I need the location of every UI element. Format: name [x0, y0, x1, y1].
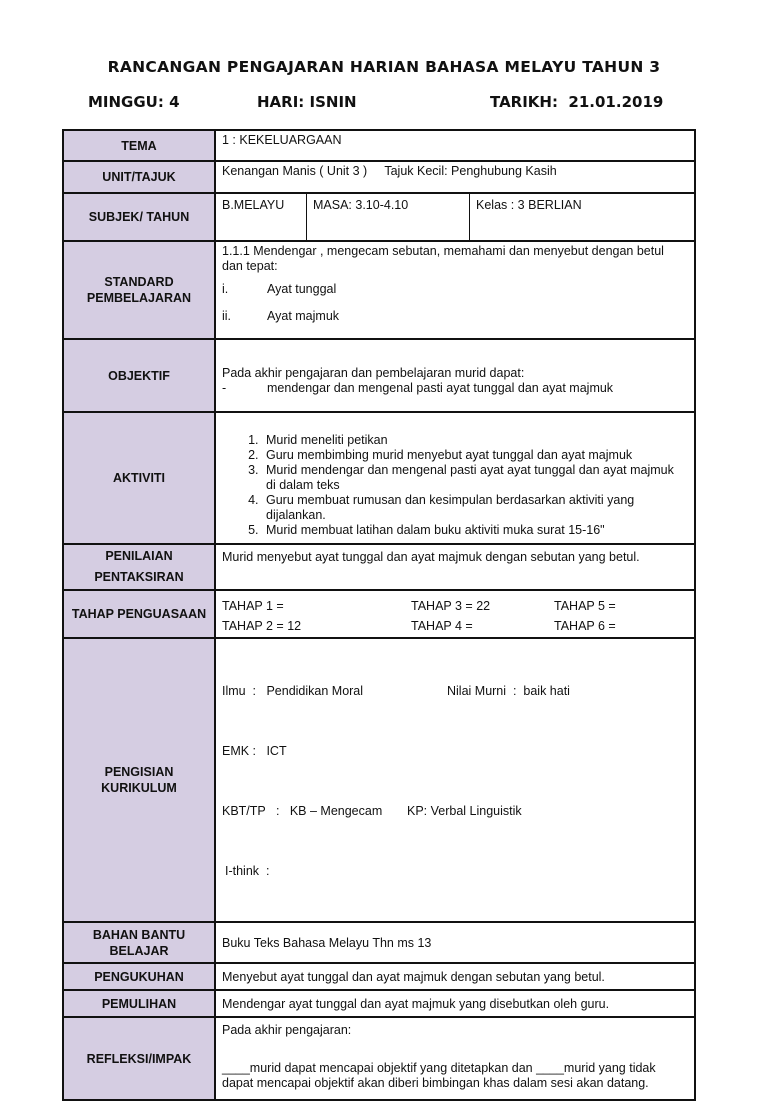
- tahap-4: TAHAP 4 =: [411, 619, 473, 633]
- label-refleksi: REFLEKSI/IMPAK: [63, 1017, 215, 1100]
- hari-field: HARI: ISNIN: [257, 93, 357, 111]
- nilai-murni: Nilai Murni : baik hati: [447, 684, 570, 698]
- standard-item: ii. Ayat majmuk: [222, 309, 340, 323]
- list-item: 4. Guru membuat rumusan dan kesimpulan berdasarkan aktiviti yang dijalankan.: [262, 493, 684, 523]
- tahap-5: TAHAP 5 =: [554, 599, 616, 613]
- label-standard: STANDARD PEMBELAJARAN: [63, 241, 215, 339]
- label-subjek: SUBJEK/ TAHUN: [63, 193, 215, 241]
- value-pengukuhan: Menyebut ayat tunggal dan ayat majmuk dengan sebutan yang betul.: [222, 970, 605, 984]
- value-penilaian: Murid menyebut ayat tunggal dan ayat majmuk dengan sebutan yang betul.: [222, 550, 640, 564]
- list-item: 5. Murid membuat latihan dalam buku aktiviti muka surat 15-16": [262, 523, 684, 538]
- value-subject: B.MELAYU: [222, 198, 285, 212]
- refleksi-line: Pada akhir pengajaran:: [222, 1023, 352, 1037]
- tahap-1: TAHAP 1 =: [222, 599, 284, 613]
- row-pengukuhan: [63, 963, 695, 990]
- row-refleksi: [63, 1017, 695, 1100]
- list-item: 1. Murid meneliti petikan: [262, 433, 684, 448]
- row-pengisian: [63, 638, 695, 922]
- kp: KP: Verbal Linguistik: [407, 804, 522, 818]
- label-pengisian: PENGISIAN KURIKULUM: [63, 638, 215, 922]
- label-pemulihan: PEMULIHAN: [63, 990, 215, 1017]
- tahap-6: TAHAP 6 =: [554, 619, 616, 633]
- value-masa: MASA: 3.10-4.10: [306, 194, 469, 240]
- kbt: KBT/TP : KB – Mengecam: [222, 804, 383, 818]
- tahap-2: TAHAP 2 = 12: [222, 619, 302, 633]
- row-unit: [63, 161, 695, 193]
- label-bahan: BAHAN BANTU BELAJAR: [63, 922, 215, 963]
- i-think: I-think :: [225, 864, 270, 878]
- emk: EMK : ICT: [222, 744, 287, 758]
- list-item: 3. Murid mendengar dan mengenal pasti ayat ayat tunggal dan ayat majmuk di dalam teks: [262, 463, 684, 493]
- value-unit: Kenangan Manis ( Unit 3 ) Tajuk Kecil: Penghubung Kasih: [222, 164, 557, 178]
- row-aktiviti: [63, 412, 695, 544]
- refleksi-line: ____murid dapat mencapai objektif yang ditetapkan dan ____murid yang tidak dapat mencapai objektif akan diberi bimbingan khas dalam sesi akan datang.: [222, 1061, 656, 1090]
- label-objektif: OBJEKTIF: [63, 339, 215, 412]
- label-aktiviti: AKTIVITI: [63, 412, 215, 544]
- row-subjek: [63, 193, 695, 241]
- row-tahap: [63, 590, 695, 638]
- ilmu: Ilmu : Pendidikan Moral: [222, 684, 364, 698]
- objektif-bullet-line: - mendengar dan mengenal pasti ayat tunggal dan ayat majmuk: [222, 381, 614, 395]
- aktiviti-list: [216, 433, 684, 538]
- objektif-line: Pada akhir pengajaran dan pembelajaran murid dapat:: [222, 366, 525, 380]
- label-pengukuhan: PENGUKUHAN: [63, 963, 215, 990]
- page-title: RANCANGAN PENGAJARAN HARIAN BAHASA MELAYU TAHUN 3: [107, 58, 661, 76]
- label-tahap: TAHAP PENGUASAAN: [63, 590, 215, 638]
- value-tema: 1 : KEKELUARGAAN: [222, 133, 342, 147]
- row-objektif: [63, 339, 695, 412]
- tahap-3: TAHAP 3 = 22: [411, 599, 491, 613]
- row-standard: [63, 241, 695, 339]
- lesson-plan-table: [62, 129, 696, 1101]
- value-pemulihan: Mendengar ayat tunggal dan ayat majmuk yang disebutkan oleh guru.: [222, 997, 610, 1011]
- row-bahan: [63, 922, 695, 963]
- row-penilaian: [63, 544, 695, 590]
- tarikh-field: TARIKH: 21.01.2019: [490, 93, 664, 111]
- minggu-field: MINGGU: 4: [88, 93, 180, 111]
- standard-intro: 1.1.1 Mendengar , mengecam sebutan, memahami dan menyebut dengan betul dan tepat:: [222, 244, 664, 273]
- label-unit: UNIT/TAJUK: [63, 161, 215, 193]
- label-penilaian: PENILAIAN PENTAKSIRAN: [63, 544, 215, 590]
- standard-item: i. Ayat tunggal: [222, 282, 337, 296]
- row-pemulihan: [63, 990, 695, 1017]
- value-kelas: Kelas : 3 BERLIAN: [469, 194, 694, 240]
- label-tema: TEMA: [63, 130, 215, 161]
- value-bahan: Buku Teks Bahasa Melayu Thn ms 13: [222, 936, 432, 950]
- list-item: 2. Guru membimbing murid menyebut ayat tunggal dan ayat majmuk: [262, 448, 684, 463]
- row-tema: [63, 130, 695, 161]
